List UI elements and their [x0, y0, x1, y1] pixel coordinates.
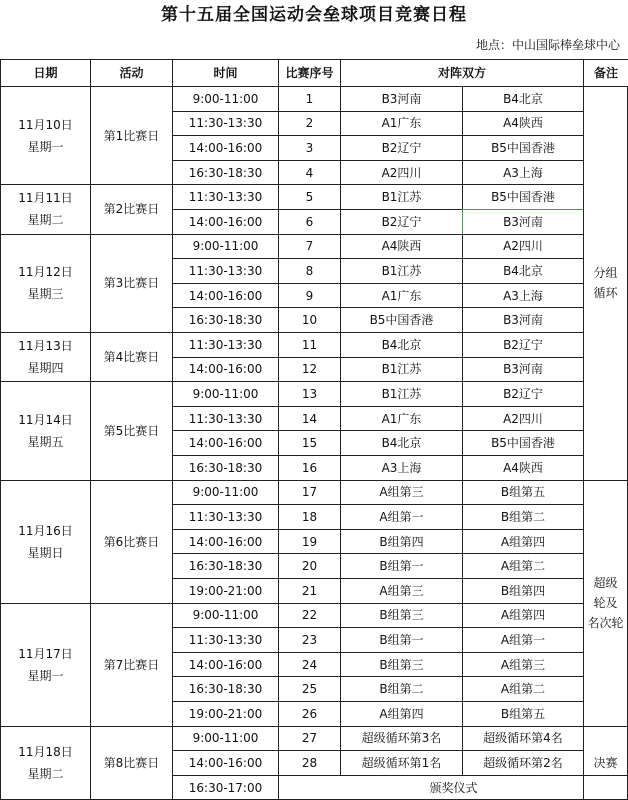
day-date: 11月12日 星期三 — [0, 234, 91, 333]
team-away: B3河南 — [462, 307, 584, 333]
team-home: B4北京 — [340, 430, 463, 456]
day-date: 11月13日 星期四 — [0, 332, 91, 382]
game-time: 14:00-16:00 — [172, 529, 279, 555]
game-seq: 15 — [278, 430, 341, 456]
team-home: B1江苏 — [340, 184, 463, 210]
header-note: 备注 — [583, 59, 628, 87]
team-home: 超级循环第3名 — [340, 726, 463, 752]
day-date: 11月14日 星期五 — [0, 381, 91, 480]
team-home: B4北京 — [340, 332, 463, 358]
game-seq: 12 — [278, 357, 341, 383]
header-seq: 比赛序号 — [278, 59, 341, 87]
team-away: B3河南 — [462, 209, 584, 235]
game-seq: 25 — [278, 676, 341, 702]
game-time: 16:30-18:30 — [172, 307, 279, 333]
day-activity: 第7比赛日 — [90, 603, 173, 727]
team-home: B组第二 — [340, 676, 463, 702]
game-time: 11:30-13:30 — [172, 627, 279, 653]
game-time: 14:00-16:00 — [172, 652, 279, 678]
game-seq: 14 — [278, 406, 341, 432]
game-seq: 13 — [278, 381, 341, 407]
day-date: 11月10日 星期一 — [0, 86, 91, 185]
team-away: B5中国香港 — [462, 430, 584, 456]
ceremony-label: 颁奖仪式 — [278, 775, 628, 800]
team-away: A2四川 — [462, 234, 584, 260]
game-seq: 2 — [278, 111, 341, 137]
game-time: 16:30-18:30 — [172, 676, 279, 702]
game-time: 14:00-16:00 — [172, 209, 279, 235]
team-away: A组第一 — [462, 627, 584, 653]
team-home: 超级循环第1名 — [340, 750, 463, 776]
game-seq: 24 — [278, 652, 341, 678]
day-activity: 第4比赛日 — [90, 332, 173, 382]
team-away: A组第四 — [462, 603, 584, 629]
team-away: B2辽宁 — [462, 381, 584, 407]
team-away: B组第五 — [462, 480, 584, 506]
team-home: B1江苏 — [340, 258, 463, 284]
game-time: 11:30-13:30 — [172, 258, 279, 284]
game-time: 11:30-13:30 — [172, 111, 279, 137]
game-seq: 27 — [278, 726, 341, 752]
header-date: 日期 — [0, 59, 91, 87]
day-date: 11月11日 星期二 — [0, 184, 91, 234]
game-time: 14:00-16:00 — [172, 430, 279, 456]
team-home: B2辽宁 — [340, 209, 463, 235]
team-away: A组第四 — [462, 529, 584, 555]
game-seq: 6 — [278, 209, 341, 235]
game-time: 16:30-18:30 — [172, 455, 279, 481]
team-home: A1广东 — [340, 111, 463, 137]
team-home: B组第一 — [340, 627, 463, 653]
game-time: 9:00-11:00 — [172, 234, 279, 260]
team-away: A组第三 — [462, 652, 584, 678]
game-time: 9:00-11:00 — [172, 603, 279, 629]
stage-note: 决赛 — [583, 726, 628, 800]
team-home: A3上海 — [340, 455, 463, 481]
game-seq: 5 — [278, 184, 341, 210]
day-activity: 第2比赛日 — [90, 184, 173, 234]
game-seq: 16 — [278, 455, 341, 481]
team-away: B3河南 — [462, 357, 584, 383]
game-time: 9:00-11:00 — [172, 726, 279, 752]
game-time: 11:30-13:30 — [172, 184, 279, 210]
team-home: B组第四 — [340, 529, 463, 555]
game-seq: 28 — [278, 750, 341, 776]
team-away: B4北京 — [462, 86, 584, 112]
game-time: 14:00-16:00 — [172, 135, 279, 161]
team-home: B组第一 — [340, 553, 463, 579]
team-home: B组第三 — [340, 603, 463, 629]
team-away: B组第四 — [462, 578, 584, 604]
day-activity: 第5比赛日 — [90, 381, 173, 480]
game-time: 16:30-18:30 — [172, 160, 279, 186]
team-home: A4陕西 — [340, 234, 463, 260]
team-home: A1广东 — [340, 406, 463, 432]
team-home: A1广东 — [340, 283, 463, 309]
team-away: B组第五 — [462, 701, 584, 727]
team-away: A4陕西 — [462, 111, 584, 137]
team-home: A组第一 — [340, 504, 463, 530]
team-away: B4北京 — [462, 258, 584, 284]
team-away: B2辽宁 — [462, 332, 584, 358]
team-away: A组第二 — [462, 553, 584, 579]
team-home: A组第三 — [340, 480, 463, 506]
team-away: A组第二 — [462, 676, 584, 702]
team-home: A2四川 — [340, 160, 463, 186]
stage-note: 超级 轮及 名次轮 — [583, 480, 628, 727]
game-seq: 22 — [278, 603, 341, 629]
schedule-table — [0, 59, 628, 800]
team-home: B1江苏 — [340, 381, 463, 407]
page-title: 第十五届全国运动会垒球项目竞赛日程 — [161, 5, 467, 25]
venue-label: 地点：中山国际棒垒球中心 — [475, 38, 620, 52]
team-away: 超级循环第2名 — [462, 750, 584, 776]
stage-note: 分组 循环 — [583, 86, 628, 481]
day-activity: 第3比赛日 — [90, 234, 173, 333]
team-away: A4陕西 — [462, 455, 584, 481]
day-activity: 第8比赛日 — [90, 726, 173, 800]
day-activity: 第6比赛日 — [90, 480, 173, 604]
game-seq: 23 — [278, 627, 341, 653]
game-time: 11:30-13:30 — [172, 504, 279, 530]
game-time: 9:00-11:00 — [172, 381, 279, 407]
game-seq: 20 — [278, 553, 341, 579]
team-home: B2辽宁 — [340, 135, 463, 161]
game-seq: 18 — [278, 504, 341, 530]
game-time: 14:00-16:00 — [172, 283, 279, 309]
day-activity: 第1比赛日 — [90, 86, 173, 185]
game-seq: 19 — [278, 529, 341, 555]
day-date: 11月16日 星期日 — [0, 480, 91, 604]
game-time: 11:30-13:30 — [172, 332, 279, 358]
team-home: A组第四 — [340, 701, 463, 727]
game-time: 16:30-18:30 — [172, 553, 279, 579]
game-seq: 4 — [278, 160, 341, 186]
game-time: 14:00-16:00 — [172, 357, 279, 383]
team-away: 超级循环第4名 — [462, 726, 584, 752]
day-date: 11月17日 星期一 — [0, 603, 91, 727]
game-time: 19:00-21:00 — [172, 578, 279, 604]
team-away: B组第二 — [462, 504, 584, 530]
team-away: A2四川 — [462, 406, 584, 432]
game-time: 9:00-11:00 — [172, 480, 279, 506]
team-home: B5中国香港 — [340, 307, 463, 333]
team-home: A组第三 — [340, 578, 463, 604]
game-seq: 8 — [278, 258, 341, 284]
game-seq: 9 — [278, 283, 341, 309]
team-away: A3上海 — [462, 283, 584, 309]
team-home: B1江苏 — [340, 357, 463, 383]
game-seq: 26 — [278, 701, 341, 727]
team-away: A3上海 — [462, 160, 584, 186]
game-time: 9:00-11:00 — [172, 86, 279, 112]
game-time: 16:30-17:00 — [172, 775, 279, 800]
header-activity: 活动 — [90, 59, 173, 87]
day-date: 11月18日 星期二 — [0, 726, 91, 800]
game-seq: 10 — [278, 307, 341, 333]
game-seq: 7 — [278, 234, 341, 260]
game-time: 14:00-16:00 — [172, 750, 279, 776]
game-seq: 1 — [278, 86, 341, 112]
header-matchup: 对阵双方 — [340, 59, 584, 87]
team-away: B5中国香港 — [462, 184, 584, 210]
game-time: 19:00-21:00 — [172, 701, 279, 727]
game-time: 11:30-13:30 — [172, 406, 279, 432]
game-seq: 11 — [278, 332, 341, 358]
team-away: B5中国香港 — [462, 135, 584, 161]
header-time: 时间 — [172, 59, 279, 87]
game-seq: 21 — [278, 578, 341, 604]
game-seq: 3 — [278, 135, 341, 161]
game-seq: 17 — [278, 480, 341, 506]
team-home: B3河南 — [340, 86, 463, 112]
team-home: B组第三 — [340, 652, 463, 678]
